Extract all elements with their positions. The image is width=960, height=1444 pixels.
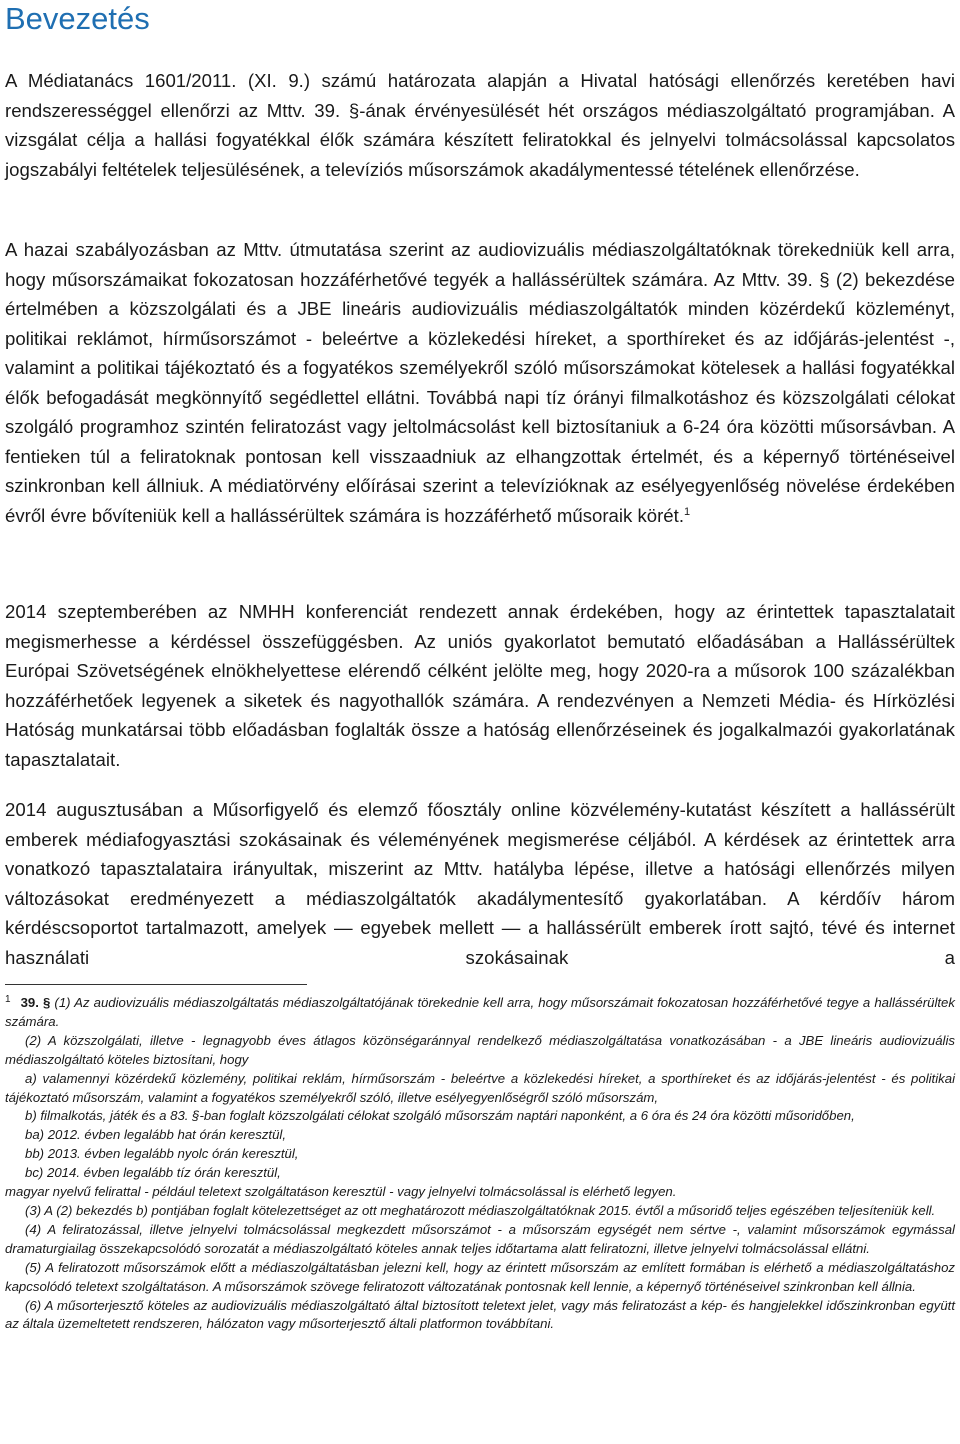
paragraph-regulation [5, 235, 955, 530]
footnote-section-mark: 39. § [20, 995, 51, 1010]
footnote-text: (1) Az audiovizuális médiaszolgáltatás médiaszolgáltatójának törekednie kell arra, hogy műsorszámait fokozatosan hozzáférhetővé tegye a hallássérültek számára. [5, 995, 955, 1029]
paragraph-text-span: A hazai szabályozásban az Mttv. útmutatása szerint az audiovizuális médiaszolgáltatóknak törekedniük kell arra, hogy műsorszámaikat fokozatosan hozzáférhetővé tegyék a hallássérültek számára. Az Mttv. 39. § (2) bekezdése értelmében a közszolgálati és a JBE lineáris audiovizuális médiaszolgáltatók minden közérdekű közleményt, politikai reklámot, hírműsorszámot - beleértve a közlekedési híreket, a sporthíreket és az időjárás-jelentést -, valamint a politikai tájékoztató és a fogyatékos személyekről szóló műsorszámokat kötelesek a hallási fogyatékkal élők befogadását megkönnyítő segédlettel ellátni. Továbbá napi tíz órányi filmalkotáshoz és közszolgálati célokat szolgáló programhoz szintén feliratozást vagy jeltolmácsolást kell biztosítaniuk a 6-24 óra közötti műsorsávban. A fentieken túl a feliratoknak pontosan kell visszaadniuk az elhangzottak értelmét, és a képernyő történéseivel szinkronban kell állniuk. A médiatörvény előírásai szerint a televízióknak az esélyegyenlőség növelése érdekében évről évre bővíteniük kell a hallássérültek számára is hozzáférhető műsoraik körét. [5, 239, 955, 526]
footnote-reference[interactable]: 1 [683, 505, 691, 518]
footnote-divider [5, 984, 307, 985]
paragraph-text [5, 235, 955, 530]
footnotes [5, 994, 955, 1334]
paragraph-conference [5, 597, 955, 774]
paragraph-text: A Médiatanács 1601/2011. (XI. 9.) számú határozata alapján a Hivatal hatósági ellenőrzés keretében havi rendszerességgel ellenőrzi az Mttv. 39. §-ának érvényesülését hét országos médiaszolgáltató programjában. A vizsgálat célja a hallási fogyatékkal élők számára készített feliratokkal és jelnyelvi tolmácsolással kapcsolatos jogszabályi feltételek teljesülésének, a televíziós műsorszámok akadálymentessé tételének ellenőrzése. [5, 70, 955, 180]
page-title: Bevezetés [5, 1, 150, 36]
footnote-line: (3) A (2) bekezdés b) pontjában foglalt kötelezettséget az ott meghatározott médiaszolgáltatóknak 2015. évtől a műsoridő teljes egészében teljesíteniük kell. [25, 1202, 936, 1218]
footnote-line: (5) A feliratozott műsorszámok előtt a médiaszolgáltatásban jelezni kell, hogy az érintett műsorszám az említett formában is elérhető a médiaszolgáltatáshoz kapcsolódó teletext szolgáltatáson. A műsorszámok szövege feliratozott változatának pontosnak kell lennie, a képernyő történéseivel szinkronban kell állnia. [5, 1259, 955, 1294]
footnote-line: bc) 2014. évben legalább tíz órán keresztül, [25, 1165, 281, 1181]
footnote-line: (6) A műsorterjesztő köteles az audiovizuális médiaszolgáltató által biztosított teletext jelet, vagy más feliratozást a kép- és hangjelekkel időszinkronban együtt az általa üzemeltetett rendszeren, hálózaton vagy műsorterjesztő általi platformon továbbítani. [5, 1297, 955, 1332]
footnote-line: (4) A feliratozással, illetve jelnyelvi tolmácsolással megkezdett műsorszámot - a műsorszám egységét nem sértve -, valamint műsorszámok egymással dramaturgiailag összekapcsolódó sorozatát a médiaszolgáltató köteles annak teljes időtartama alatt feliratozni, illetve jelnyelvi tolmácsolással ellátni. [5, 1221, 955, 1256]
footnote-line: (2) A közszolgálati, illetve - legnagyobb éves átlagos közönségaránnyal rendelkező médiaszolgáltatása vonatkozásában - a JBE lineáris audiovizuális médiaszolgáltató köteles biztosítani, hogy [5, 1032, 955, 1067]
paragraph-text: 2014 szeptemberében az NMHH konferenciát rendezett annak érdekében, hogy az érintettek tapasztalatait megismerhesse a kérdéssel összefüggésben. Az uniós gyakorlatot bemutató előadásában a Hallássérültek Európai Szövetségének elnökhelyettese elérendő célként jelölte meg, hogy 2020-ra a műsorok 100 százalékban hozzáférhetőek legyenek a siketek és nagyothallók számára. A rendezvényen a Nemzeti Média- és Hírközlési Hatóság munkatársai több előadásban foglalták össze a hatóság ellenőrzéseinek és jogalkalmazói gyakorlatának tapasztalatait. [5, 601, 955, 770]
footnote-line: bb) 2013. évben legalább nyolc órán keresztül, [25, 1146, 299, 1162]
paragraph-survey [5, 795, 955, 972]
footnote-line: magyar nyelvű felirattal - például teletext szolgáltatáson keresztül - vagy jelnyelvi tolmácsolással is elérhető legyen. [5, 1184, 677, 1200]
footnote-line: b) filmalkotás, játék és a 83. §-ban foglalt közszolgálati célokat szolgáló műsorszám naptári naponként, a 6 óra és 24 óra közötti műsoridőben, [25, 1108, 855, 1124]
footnote-line: ba) 2012. évben legalább hat órán keresztül, [25, 1127, 287, 1143]
paragraph-text: 2014 augusztusában a Műsorfigyelő és elemző főosztály online közvélemény-kutatást készített a hallássérült emberek médiafogyasztási szokásainak és véleményének megismerése céljából. A kérdések az érintettek arra vonatkozó tapasztalataira irányultak, miszerint az Mttv. hatályba lépése, illetve a hatósági ellenőrzés milyen változásokat eredményezett a médiaszolgáltatók akadálymentesítő gyakorlatában. A kérdőív három kérdéscsoportot tartalmazott, amelyek — egyebek mellett — a hallássérült emberek írott sajtó, tévé és internet használati szokásainak a [5, 799, 955, 968]
footnote-line: a) valamennyi közérdekű közlemény, politikai reklám, hírműsorszám - beleértve a közlekedési híreket, a sporthíreket és az időjárás-jelentést - és politikai tájékoztató műsorszám, valamint a fogyatékos személyekről szóló, illetve esélyegyenlőségről szóló műsorszám, [5, 1070, 955, 1105]
footnote-number: 1 [5, 993, 11, 1005]
paragraph-intro [5, 66, 955, 184]
footnote-line [5, 994, 955, 1032]
